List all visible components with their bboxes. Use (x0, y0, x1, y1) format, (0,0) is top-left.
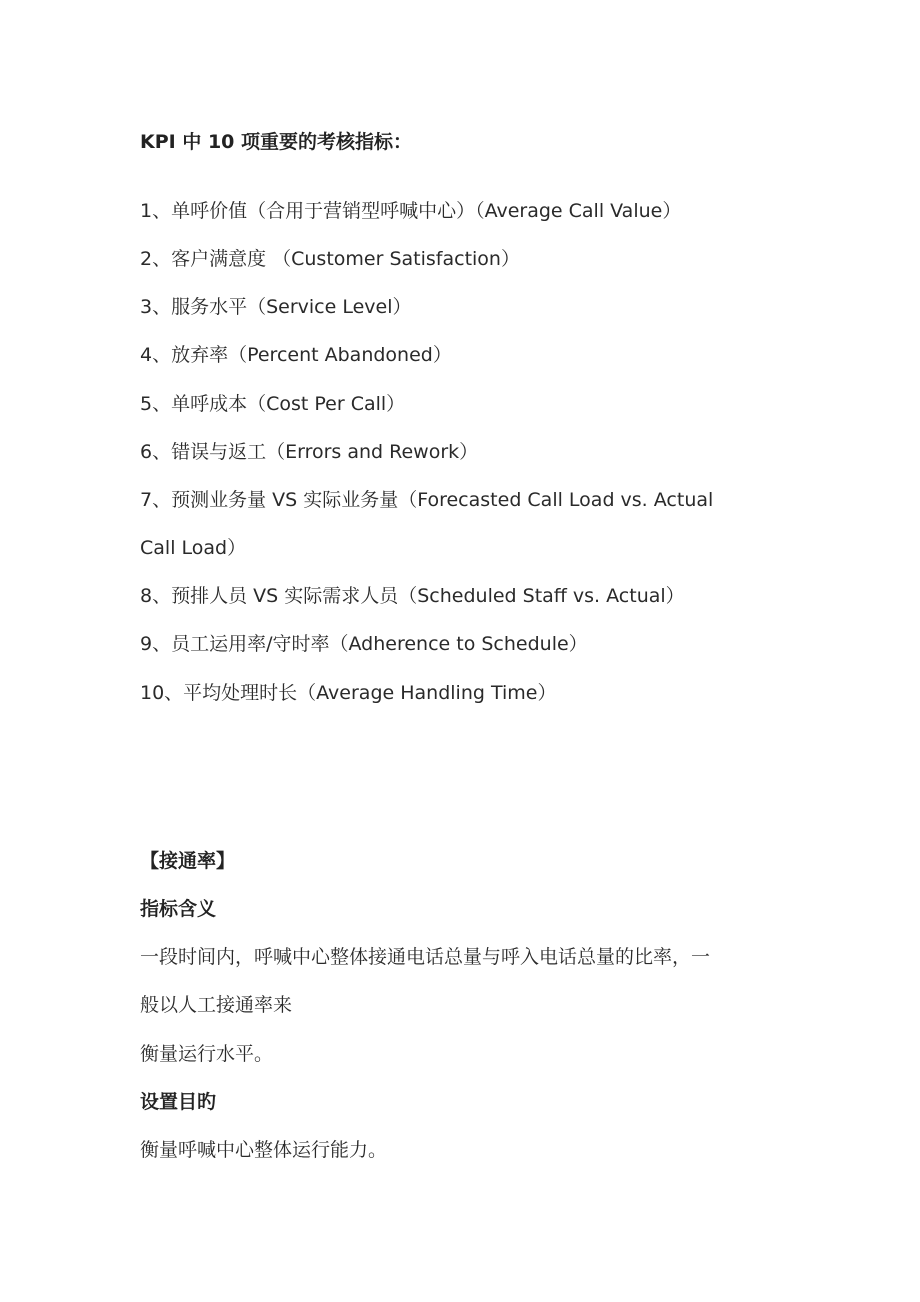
kpi-item: 3、服务水平（Service Level） (140, 296, 412, 318)
kpi-item: 1、单呼价值（合用于营销型呼喊中心）（Average Call Value） (140, 200, 682, 222)
kpi-item-continuation: Call Load） (140, 537, 247, 559)
kpi-item: 8、预排人员 VS 实际需求人员（Scheduled Staff vs. Actual） (140, 585, 685, 607)
purpose-text-line: 衡量呼喊中心整体运行能力。 (140, 1139, 388, 1161)
kpi-item: 6、错误与返工（Errors and Rework） (140, 441, 479, 463)
kpi-item: 9、员工运用率/守时率（Adherence to Schedule） (140, 633, 588, 655)
meaning-text-line: 般以人工接通率来 (140, 994, 293, 1016)
kpi-item: 10、平均处理时长（Average Handling Time） (140, 682, 557, 704)
purpose-heading: 设置目旳 (140, 1091, 217, 1113)
meaning-heading: 指标含义 (140, 898, 217, 920)
kpi-item: 5、单呼成本（Cost Per Call） (140, 393, 406, 415)
kpi-item: 7、预测业务量 VS 实际业务量（Forecasted Call Load vs. Actual (140, 489, 714, 511)
meaning-text-line: 衡量运行水平。 (140, 1043, 274, 1065)
kpi-section-title: KPI 中 10 项重要的考核指标： (140, 131, 413, 153)
kpi-item: 4、放弃率（Percent Abandoned） (140, 344, 452, 366)
connection-rate-title: 【接通率】 (140, 850, 236, 872)
kpi-item: 2、客户满意度 （Customer Satisfaction） (140, 248, 520, 270)
meaning-text-line: 一段时间内，呼喊中心整体接通电话总量与呼入电话总量的比率，一 (140, 946, 711, 968)
